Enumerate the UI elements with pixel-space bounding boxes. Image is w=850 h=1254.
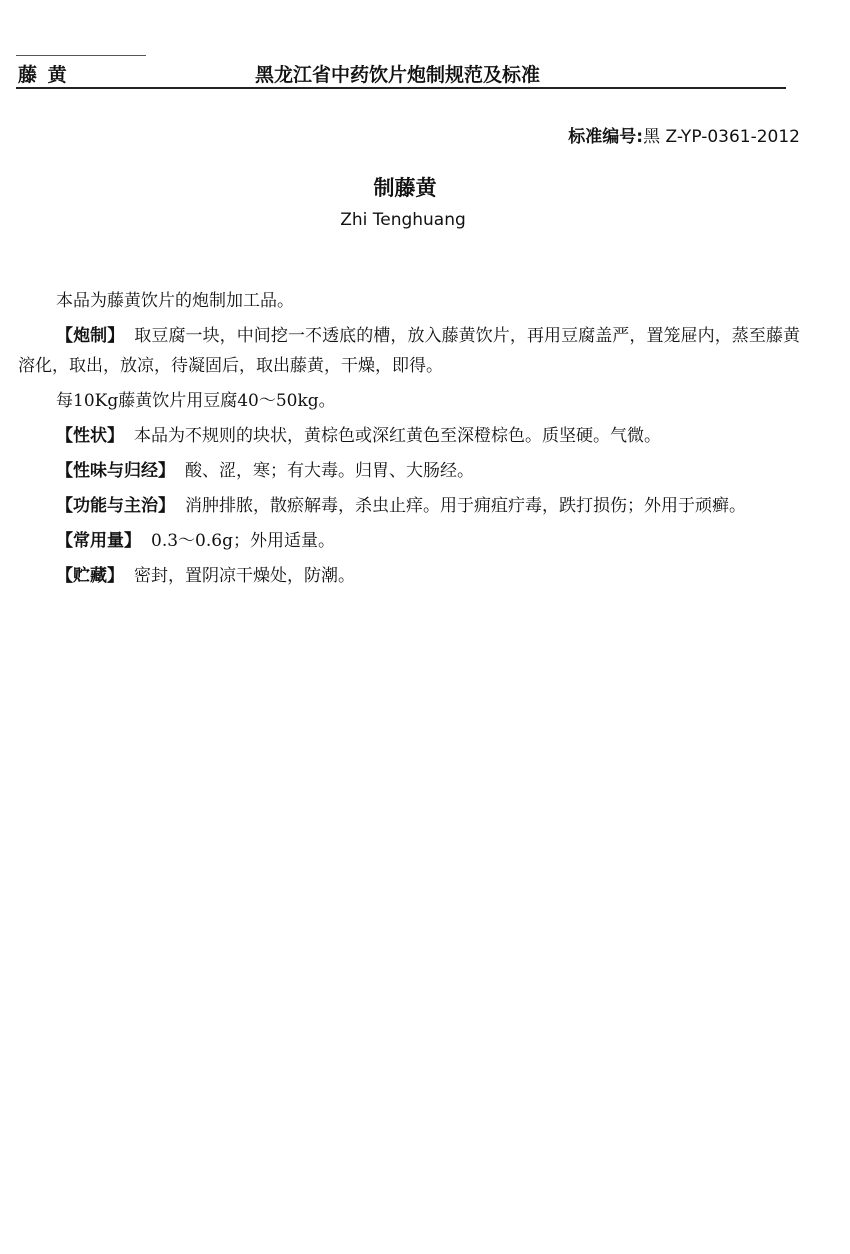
- properties-paragraph: [18, 421, 800, 451]
- page-title-pinyin: Zhi Tenghuang: [340, 210, 466, 230]
- page-title: 制藤黄: [373, 176, 437, 200]
- standard-number-value: 黑 Z-YP-0361-2012: [643, 127, 800, 147]
- processing-paragraph: [18, 321, 800, 381]
- monograph-body: [18, 286, 800, 596]
- standard-number: [568, 122, 800, 147]
- function-label: 【功能与主治】: [56, 496, 175, 516]
- processing-label: 【炮制】: [56, 326, 125, 346]
- nature-paragraph: [18, 456, 800, 486]
- dosage-label: 【常用量】: [56, 531, 141, 551]
- function-text: 消肿排脓，散瘀解毒，杀虫止痒。用于痈疽疔毒，跌打损伤；外用于顽癣。: [185, 496, 746, 516]
- intro-paragraph: 本品为藤黄饮片的炮制加工品。: [56, 291, 294, 311]
- properties-label: 【性状】: [56, 426, 124, 446]
- ratio-paragraph: 每10Kg藤黄饮片用豆腐40～50kg。: [56, 391, 336, 411]
- processing-text: 取豆腐一块，中间挖一不透底的槽，放入藤黄饮片，再用豆腐盖严，置笼屉内，蒸至藤黄溶化，取出，放凉，待凝固后，取出藤黄，干燥，即得。: [18, 326, 801, 376]
- dosage-text: 0.3～0.6g；外用适量。: [151, 531, 335, 551]
- running-header-herb: 藤 黄: [18, 64, 69, 86]
- nature-label: 【性味与归经】: [56, 461, 175, 481]
- storage-paragraph: [18, 561, 800, 591]
- header-short-rule: [16, 55, 146, 56]
- function-paragraph: [18, 491, 800, 521]
- storage-text: 密封，置阴凉干燥处，防潮。: [134, 566, 355, 586]
- header-rule: [16, 87, 786, 89]
- dosage-paragraph: [18, 526, 800, 556]
- standard-number-label: 标准编号:: [568, 127, 644, 147]
- nature-text: 酸、涩，寒；有大毒。归胃、大肠经。: [185, 461, 474, 481]
- properties-text: 本品为不规则的块状，黄棕色或深红黄色至深橙棕色。质坚硬。气微。: [134, 426, 661, 446]
- storage-label: 【贮藏】: [56, 566, 124, 586]
- running-header-book-title: 黑龙江省中药饮片炮制规范及标准: [255, 64, 541, 86]
